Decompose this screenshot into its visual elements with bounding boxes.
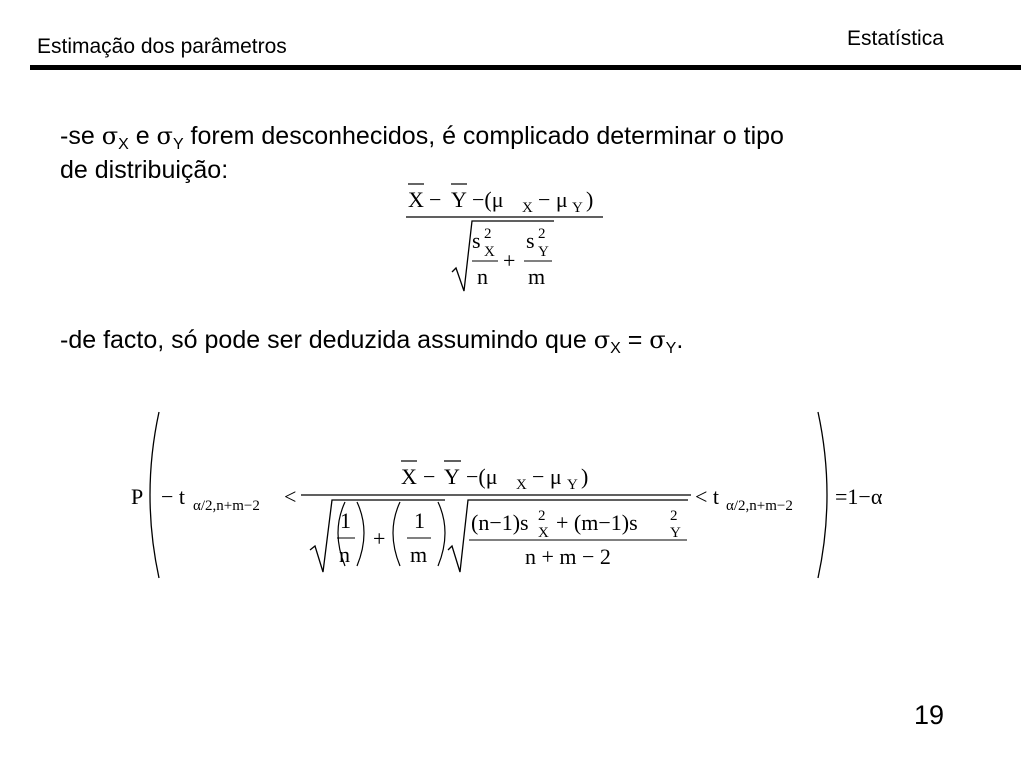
den-n: n <box>477 264 488 289</box>
num-sub-x: X <box>522 200 533 216</box>
line3-prefix: -de facto, só pode ser deduzida assumindo que <box>60 326 594 354</box>
sigma-sub-x: X <box>118 136 129 153</box>
num-sub-x: X <box>516 477 527 493</box>
sub-x: X <box>484 244 495 260</box>
inner-num-b: + (m−1)s <box>556 510 638 535</box>
subject-label: Estatística <box>847 27 944 50</box>
sigma-symbol: σ <box>101 122 119 150</box>
inner-sub-y: Y <box>670 525 681 541</box>
sigma-symbol: σ <box>156 122 173 150</box>
sigma-symbol: σ <box>649 326 666 354</box>
num-close: ) <box>586 187 594 212</box>
num-close: ) <box>581 464 589 489</box>
sup-y: 2 <box>538 226 546 242</box>
num-y: Y <box>444 464 460 489</box>
slide-title: Estimação dos parâmetros <box>37 35 287 58</box>
den-n: n <box>339 542 350 567</box>
plus-sign: + <box>373 526 386 551</box>
den-m: m <box>528 264 546 289</box>
num-sub-y: Y <box>567 477 578 493</box>
num-minus: − <box>423 464 436 489</box>
text-line-3 <box>60 325 683 364</box>
num-minus: − <box>429 187 442 212</box>
den-m: m <box>410 542 428 567</box>
t-subscript: α/2,n+m−2 <box>193 498 260 514</box>
rhs: =1−α <box>835 484 883 509</box>
less-than-t: < t <box>695 484 720 509</box>
sigma-symbol: σ <box>593 326 611 354</box>
num-sub-y: Y <box>572 200 583 216</box>
page-number: 19 <box>914 700 945 730</box>
inner-sup-y: 2 <box>670 508 678 524</box>
s-x: s <box>472 228 481 253</box>
line1-suffix: forem desconhecidos, é complicado determinar o tipo <box>183 122 784 150</box>
neg-t: − t <box>161 484 186 509</box>
inner-sup-x: 2 <box>538 508 546 524</box>
num-x: X <box>408 187 424 212</box>
inner-den: n + m − 2 <box>525 544 611 569</box>
header-rule <box>30 65 1021 70</box>
num-x: X <box>401 464 417 489</box>
paren-right-2 <box>438 502 445 566</box>
big-paren-right <box>818 412 827 578</box>
inner-sub-x: X <box>538 525 549 541</box>
num-mu-y: − μ <box>532 464 562 489</box>
num-mu-x: −(μ <box>472 187 504 212</box>
line3-eq: = <box>620 326 650 354</box>
plus-sign: + <box>503 248 516 273</box>
text-line-2: de distribuição: <box>60 156 229 184</box>
prob-p: P <box>131 484 144 509</box>
num-mu-y: − μ <box>538 187 568 212</box>
sup-x: 2 <box>484 226 492 242</box>
inner-num-a: (n−1)s <box>471 510 529 535</box>
s-y: s <box>526 228 535 253</box>
paren-left-2 <box>393 502 400 566</box>
t-subscript-2: α/2,n+m−2 <box>726 498 793 514</box>
one-b: 1 <box>414 508 425 533</box>
sub-y: Y <box>538 244 549 260</box>
line1-prefix: -se <box>60 122 102 150</box>
sigma-sub-y: Y <box>172 136 184 153</box>
formula-t-statistic <box>400 178 620 298</box>
num-mu-x: −(μ <box>466 464 498 489</box>
less-than: < <box>284 484 297 509</box>
sigma-sub-y: Y <box>665 340 677 357</box>
num-y: Y <box>451 187 467 212</box>
formula-confidence-interval <box>125 410 915 585</box>
paren-right-1 <box>357 502 364 566</box>
line3-suffix: . <box>676 326 684 354</box>
one-a: 1 <box>340 508 351 533</box>
big-paren-left <box>150 412 159 578</box>
line1-mid: e <box>128 122 157 150</box>
sigma-sub-x: X <box>610 340 621 357</box>
